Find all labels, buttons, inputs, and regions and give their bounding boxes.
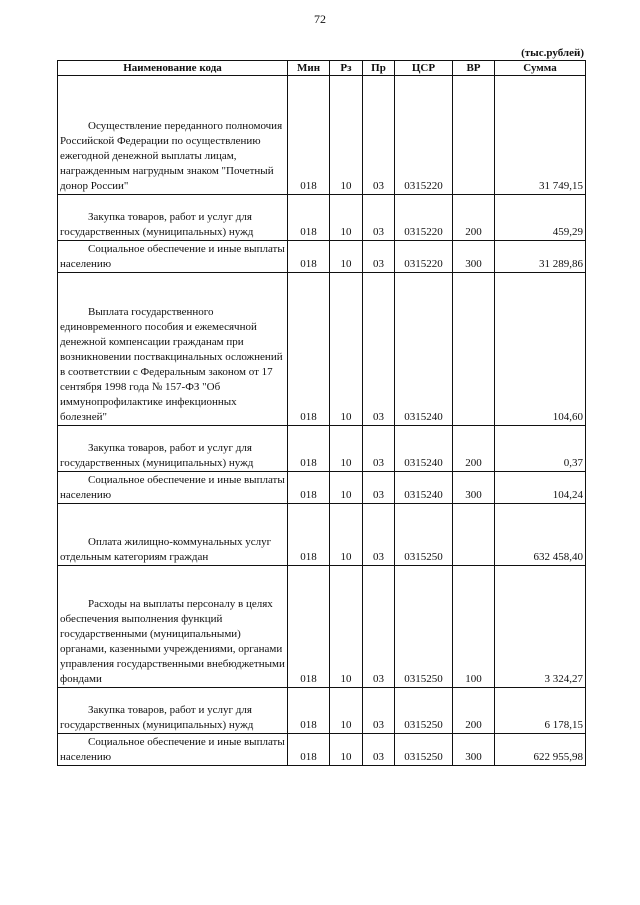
cell-vr [453, 504, 495, 566]
cell-csr: 0315240 [395, 472, 453, 504]
cell-min: 018 [288, 426, 330, 472]
cell-min: 018 [288, 76, 330, 195]
cell-vr: 200 [453, 688, 495, 734]
budget-table [57, 60, 586, 766]
cell-name: Оплата жилищно-коммунальных услуг отдельным категориям граждан [58, 504, 288, 566]
cell-pr: 03 [363, 504, 395, 566]
cell-sum: 3 324,27 [495, 566, 586, 688]
header-min: Мин [288, 61, 330, 76]
cell-rz: 10 [330, 273, 363, 426]
cell-vr [453, 76, 495, 195]
header-pr: Пр [363, 61, 395, 76]
cell-min: 018 [288, 688, 330, 734]
table-row [58, 241, 586, 273]
cell-min: 018 [288, 734, 330, 766]
cell-rz: 10 [330, 76, 363, 195]
cell-rz: 10 [330, 566, 363, 688]
cell-name: Закупка товаров, работ и услуг для государственных (муниципальных) нужд [58, 426, 288, 472]
cell-csr: 0315250 [395, 566, 453, 688]
table-row [58, 566, 586, 688]
cell-name: Закупка товаров, работ и услуг для государственных (муниципальных) нужд [58, 195, 288, 241]
cell-sum: 632 458,40 [495, 504, 586, 566]
cell-rz: 10 [330, 734, 363, 766]
table-header-row [58, 61, 586, 76]
table-row [58, 195, 586, 241]
cell-vr: 200 [453, 426, 495, 472]
cell-csr: 0315240 [395, 273, 453, 426]
cell-vr: 300 [453, 734, 495, 766]
cell-sum: 104,60 [495, 273, 586, 426]
cell-pr: 03 [363, 472, 395, 504]
header-sum: Сумма [495, 61, 586, 76]
cell-pr: 03 [363, 426, 395, 472]
table-body [58, 76, 586, 766]
cell-rz: 10 [330, 195, 363, 241]
cell-min: 018 [288, 273, 330, 426]
table-row [58, 273, 586, 426]
cell-sum: 0,37 [495, 426, 586, 472]
cell-pr: 03 [363, 76, 395, 195]
cell-min: 018 [288, 241, 330, 273]
cell-vr: 100 [453, 566, 495, 688]
cell-min: 018 [288, 566, 330, 688]
cell-pr: 03 [363, 195, 395, 241]
cell-name: Социальное обеспечение и иные выплаты населению [58, 472, 288, 504]
header-csr: ЦСР [395, 61, 453, 76]
cell-vr: 200 [453, 195, 495, 241]
cell-csr: 0315250 [395, 504, 453, 566]
cell-pr: 03 [363, 566, 395, 688]
cell-name: Осуществление переданного полномочия Российской Федерации по осуществлению ежегодной денежной выплаты лицам, награжденным нагрудным знаком "Почетный донор России" [58, 76, 288, 195]
cell-sum: 104,24 [495, 472, 586, 504]
cell-vr: 300 [453, 472, 495, 504]
cell-rz: 10 [330, 504, 363, 566]
table-row [58, 504, 586, 566]
cell-min: 018 [288, 472, 330, 504]
cell-vr [453, 273, 495, 426]
cell-name: Выплата государственного единовременного пособия и ежемесячной денежной компенсации гражданам при возникновении поствакцинальных осложнений в соответствии с Федеральным законом от 17 сентября 1998 года № 157-ФЗ "Об иммунопрофилактике инфекционных болезней" [58, 273, 288, 426]
cell-name: Социальное обеспечение и иные выплаты населению [58, 734, 288, 766]
cell-sum: 6 178,15 [495, 688, 586, 734]
header-rz: Рз [330, 61, 363, 76]
cell-csr: 0315240 [395, 426, 453, 472]
cell-rz: 10 [330, 472, 363, 504]
cell-sum: 459,29 [495, 195, 586, 241]
cell-pr: 03 [363, 241, 395, 273]
header-vr: ВР [453, 61, 495, 76]
cell-pr: 03 [363, 273, 395, 426]
cell-pr: 03 [363, 734, 395, 766]
cell-min: 018 [288, 195, 330, 241]
cell-min: 018 [288, 504, 330, 566]
cell-name: Закупка товаров, работ и услуг для государственных (муниципальных) нужд [58, 688, 288, 734]
table-row [58, 688, 586, 734]
table-row [58, 76, 586, 195]
cell-sum: 31 749,15 [495, 76, 586, 195]
units-label: (тыс.рублей) [521, 47, 584, 59]
header-name: Наименование кода [58, 61, 288, 76]
cell-csr: 0315250 [395, 688, 453, 734]
cell-name: Расходы на выплаты персоналу в целях обеспечения выполнения функций государственными (муниципальными) органами, казенными учреждениями, органами управления государственными внебюджетными фондами [58, 566, 288, 688]
table-row [58, 426, 586, 472]
cell-csr: 0315220 [395, 241, 453, 273]
cell-csr: 0315220 [395, 76, 453, 195]
cell-name: Социальное обеспечение и иные выплаты населению [58, 241, 288, 273]
table-row [58, 472, 586, 504]
table-row [58, 734, 586, 766]
cell-csr: 0315220 [395, 195, 453, 241]
cell-rz: 10 [330, 426, 363, 472]
cell-rz: 10 [330, 688, 363, 734]
cell-pr: 03 [363, 688, 395, 734]
page-number: 72 [314, 12, 326, 26]
cell-csr: 0315250 [395, 734, 453, 766]
cell-sum: 622 955,98 [495, 734, 586, 766]
cell-vr: 300 [453, 241, 495, 273]
cell-rz: 10 [330, 241, 363, 273]
cell-sum: 31 289,86 [495, 241, 586, 273]
